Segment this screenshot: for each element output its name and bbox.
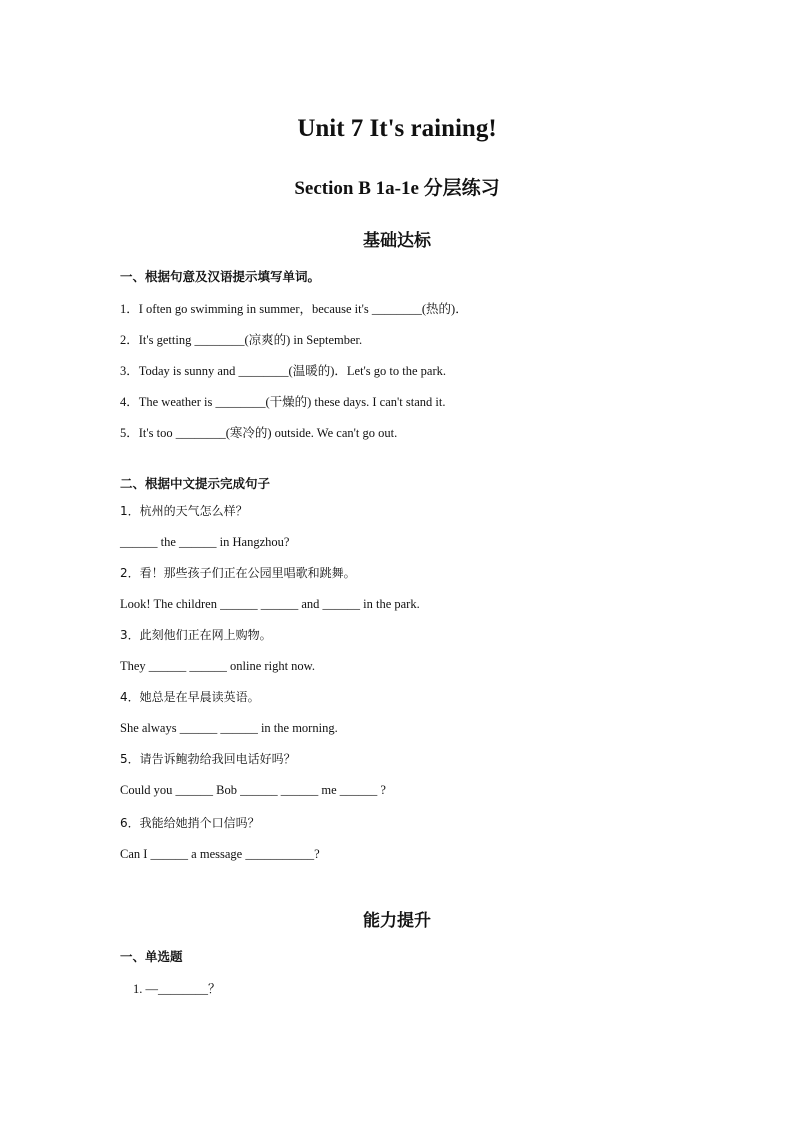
page-title: Unit 7 It's raining!: [297, 115, 497, 142]
single-choice-item: 1. —________？: [133, 982, 221, 996]
word-fill-item: 1．I often go swimming in summer，because it's ________(热的)．: [120, 302, 468, 316]
sentence-prompt-cn: 2．看！那些孩子们正在公园里唱歌和跳舞。: [120, 566, 356, 580]
word-fill-item: 2．It's getting ________(凉爽的) in September.: [120, 333, 363, 347]
sentence-blank-en: They ______ ______ online right now.: [120, 659, 316, 673]
page-subtitle: Section B 1a-1e 分层练习: [294, 178, 500, 199]
sentence-blank-en: Can I ______ a message ___________?: [120, 847, 320, 861]
sentence-prompt-cn: 6．我能给她捎个口信吗？: [120, 816, 260, 830]
sentence-prompt-cn: 5．请告诉鲍勃给我回电话好吗？: [120, 752, 296, 766]
sentence-prompt-cn: 4．她总是在早晨读英语。: [120, 690, 260, 704]
part-heading-word-fill: 一、根据句意及汉语提示填写单词。: [120, 269, 321, 284]
sentence-blank-en: ______ the ______ in Hangzhou?: [120, 535, 290, 549]
word-fill-item: 4．The weather is ________(干燥的) these days. I can't stand it.: [120, 395, 446, 409]
part-heading-sentence-complete: 二、根据中文提示完成句子: [120, 476, 271, 491]
sentence-blank-en: Could you ______ Bob ______ ______ me ______ ?: [120, 783, 386, 797]
sentence-blank-en: Look! The children ______ ______ and ______ in the park.: [120, 597, 420, 611]
section-heading-advanced: 能力提升: [363, 911, 431, 931]
sentence-prompt-cn: 1．杭州的天气怎么样？: [120, 504, 248, 518]
section-heading-basic: 基础达标: [363, 231, 431, 251]
word-fill-item: 3．Today is sunny and ________(温暖的)．Let's go to the park.: [120, 364, 446, 378]
part-heading-single-choice: 一、单选题: [120, 949, 183, 964]
word-fill-item: 5．It's too ________(寒冷的) outside. We can't go out.: [120, 426, 398, 440]
sentence-blank-en: She always ______ ______ in the morning.: [120, 721, 338, 735]
sentence-prompt-cn: 3．此刻他们正在网上购物。: [120, 628, 272, 642]
